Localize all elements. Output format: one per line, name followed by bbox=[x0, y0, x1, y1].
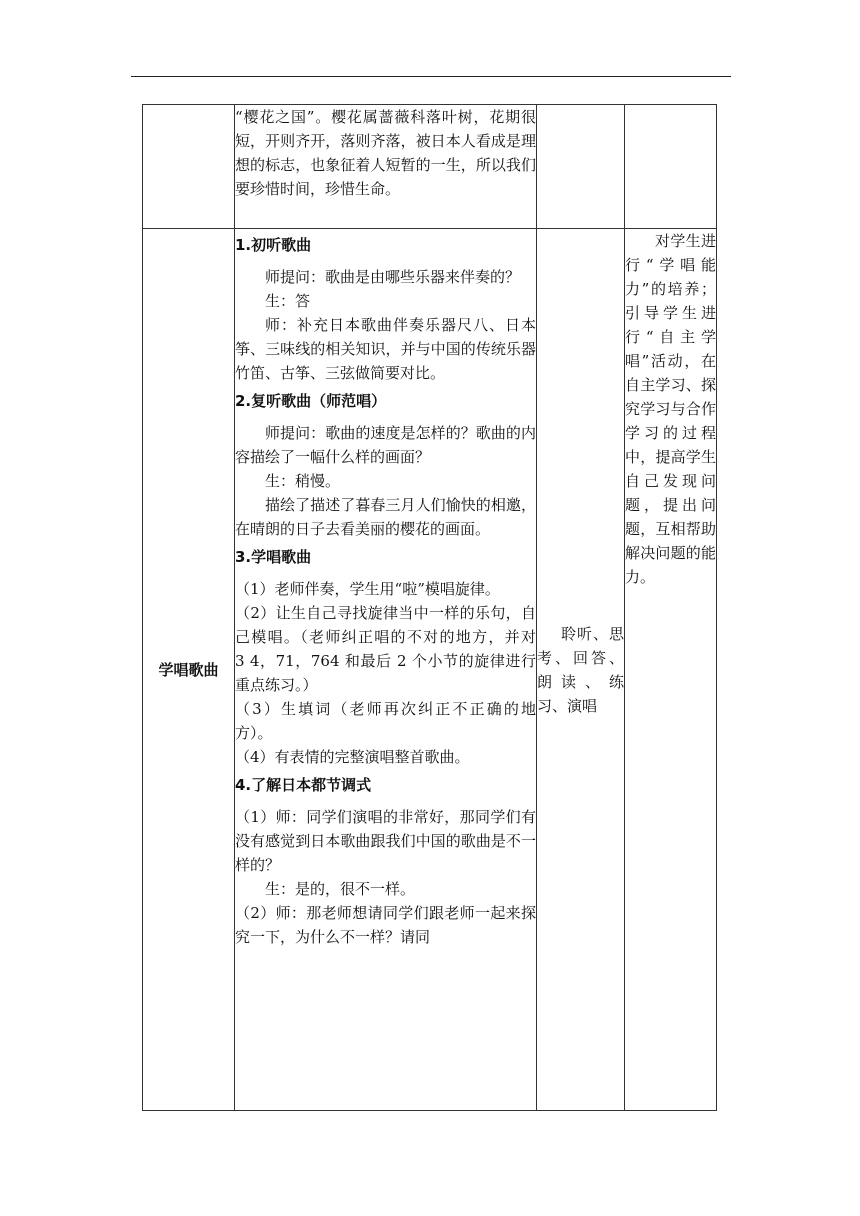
content-paragraph: 生：答 bbox=[265, 292, 311, 310]
intent-cell-empty bbox=[625, 105, 717, 229]
content-paragraph: 师提问：歌曲是由哪些乐器来伴奏的？ bbox=[265, 268, 521, 286]
content-paragraph: “樱花之国”。樱花属蔷薇科落叶树，花期很短，开则齐开，落则齐落，被日本人看成是理想的标志，也象征着人短暂的一生，所以我们要珍惜时间，珍惜生命。 bbox=[235, 108, 536, 198]
content-paragraph: （1）老师伴奏，学生用“啦”模唱旋律。 bbox=[235, 580, 500, 598]
content-cell bbox=[235, 105, 537, 229]
step-heading: 2.复听歌曲（师范唱） bbox=[235, 392, 387, 410]
content-paragraph: 生：稍慢。 bbox=[265, 472, 341, 490]
table-row bbox=[143, 105, 717, 229]
content-paragraph: （4）有表情的完整演唱整首歌曲。 bbox=[235, 748, 470, 766]
intent-text: 对学生进行“学唱能力”的培养；引导学生进行“自主学唱”活动，在自主学习、探究学习与合作学习的过程中，提高学生自己发现问题，提出问题，互相帮助解决问题的能力。 bbox=[625, 232, 716, 586]
content-paragraph: 生：是的，很不一样。 bbox=[265, 880, 416, 898]
content-paragraph: （3）生填词（老师再次纠正不正确的地方）。 bbox=[235, 700, 536, 742]
content-paragraph: （2）师：那老师想请同学们跟老师一起来探究一下，为什么不一样？请同 bbox=[235, 904, 536, 946]
methods-cell bbox=[537, 229, 625, 1111]
step-heading: 1.初听歌曲 bbox=[235, 236, 312, 254]
content-cell bbox=[235, 229, 552, 1111]
section-cell: 学唱歌曲 bbox=[143, 229, 235, 1111]
step-heading: 4.了解日本都节调式 bbox=[235, 776, 372, 794]
header-rule bbox=[131, 76, 731, 77]
section-cell-empty bbox=[143, 105, 235, 229]
content-paragraph: 描绘了描述了暮春三月人们愉快的相邀，在晴朗的日子去看美丽的樱花的画面。 bbox=[235, 496, 536, 538]
content-paragraph: （2）让生自己寻找旋律当中一样的乐句，自己模唱。（老师纠正唱的不对的地方，并对 3 4，71，764 和最后 2 个小节的旋律进行重点练习。） bbox=[235, 604, 552, 694]
content-paragraph: 师：补充日本歌曲伴奏乐器尺八、日本筝、三味线的相关知识，并与中国的传统乐器竹笛、古筝、三弦做简要对比。 bbox=[235, 316, 536, 382]
lesson-plan-table bbox=[142, 104, 717, 1111]
content-paragraph: （1）师：同学们演唱的非常好，那同学们有没有感觉到日本歌曲跟我们中国的歌曲是不一样的？ bbox=[235, 808, 536, 874]
table-row bbox=[143, 229, 717, 1111]
intent-cell bbox=[625, 229, 717, 1111]
content-paragraph: 师提问：歌曲的速度是怎样的？歌曲的内容描绘了一幅什么样的画面？ bbox=[235, 424, 536, 466]
methods-text: 聆听、思考、回答、朗读、练习、演唱 bbox=[537, 624, 624, 715]
methods-cell-empty bbox=[537, 105, 625, 229]
step-heading: 3.学唱歌曲 bbox=[235, 548, 312, 566]
